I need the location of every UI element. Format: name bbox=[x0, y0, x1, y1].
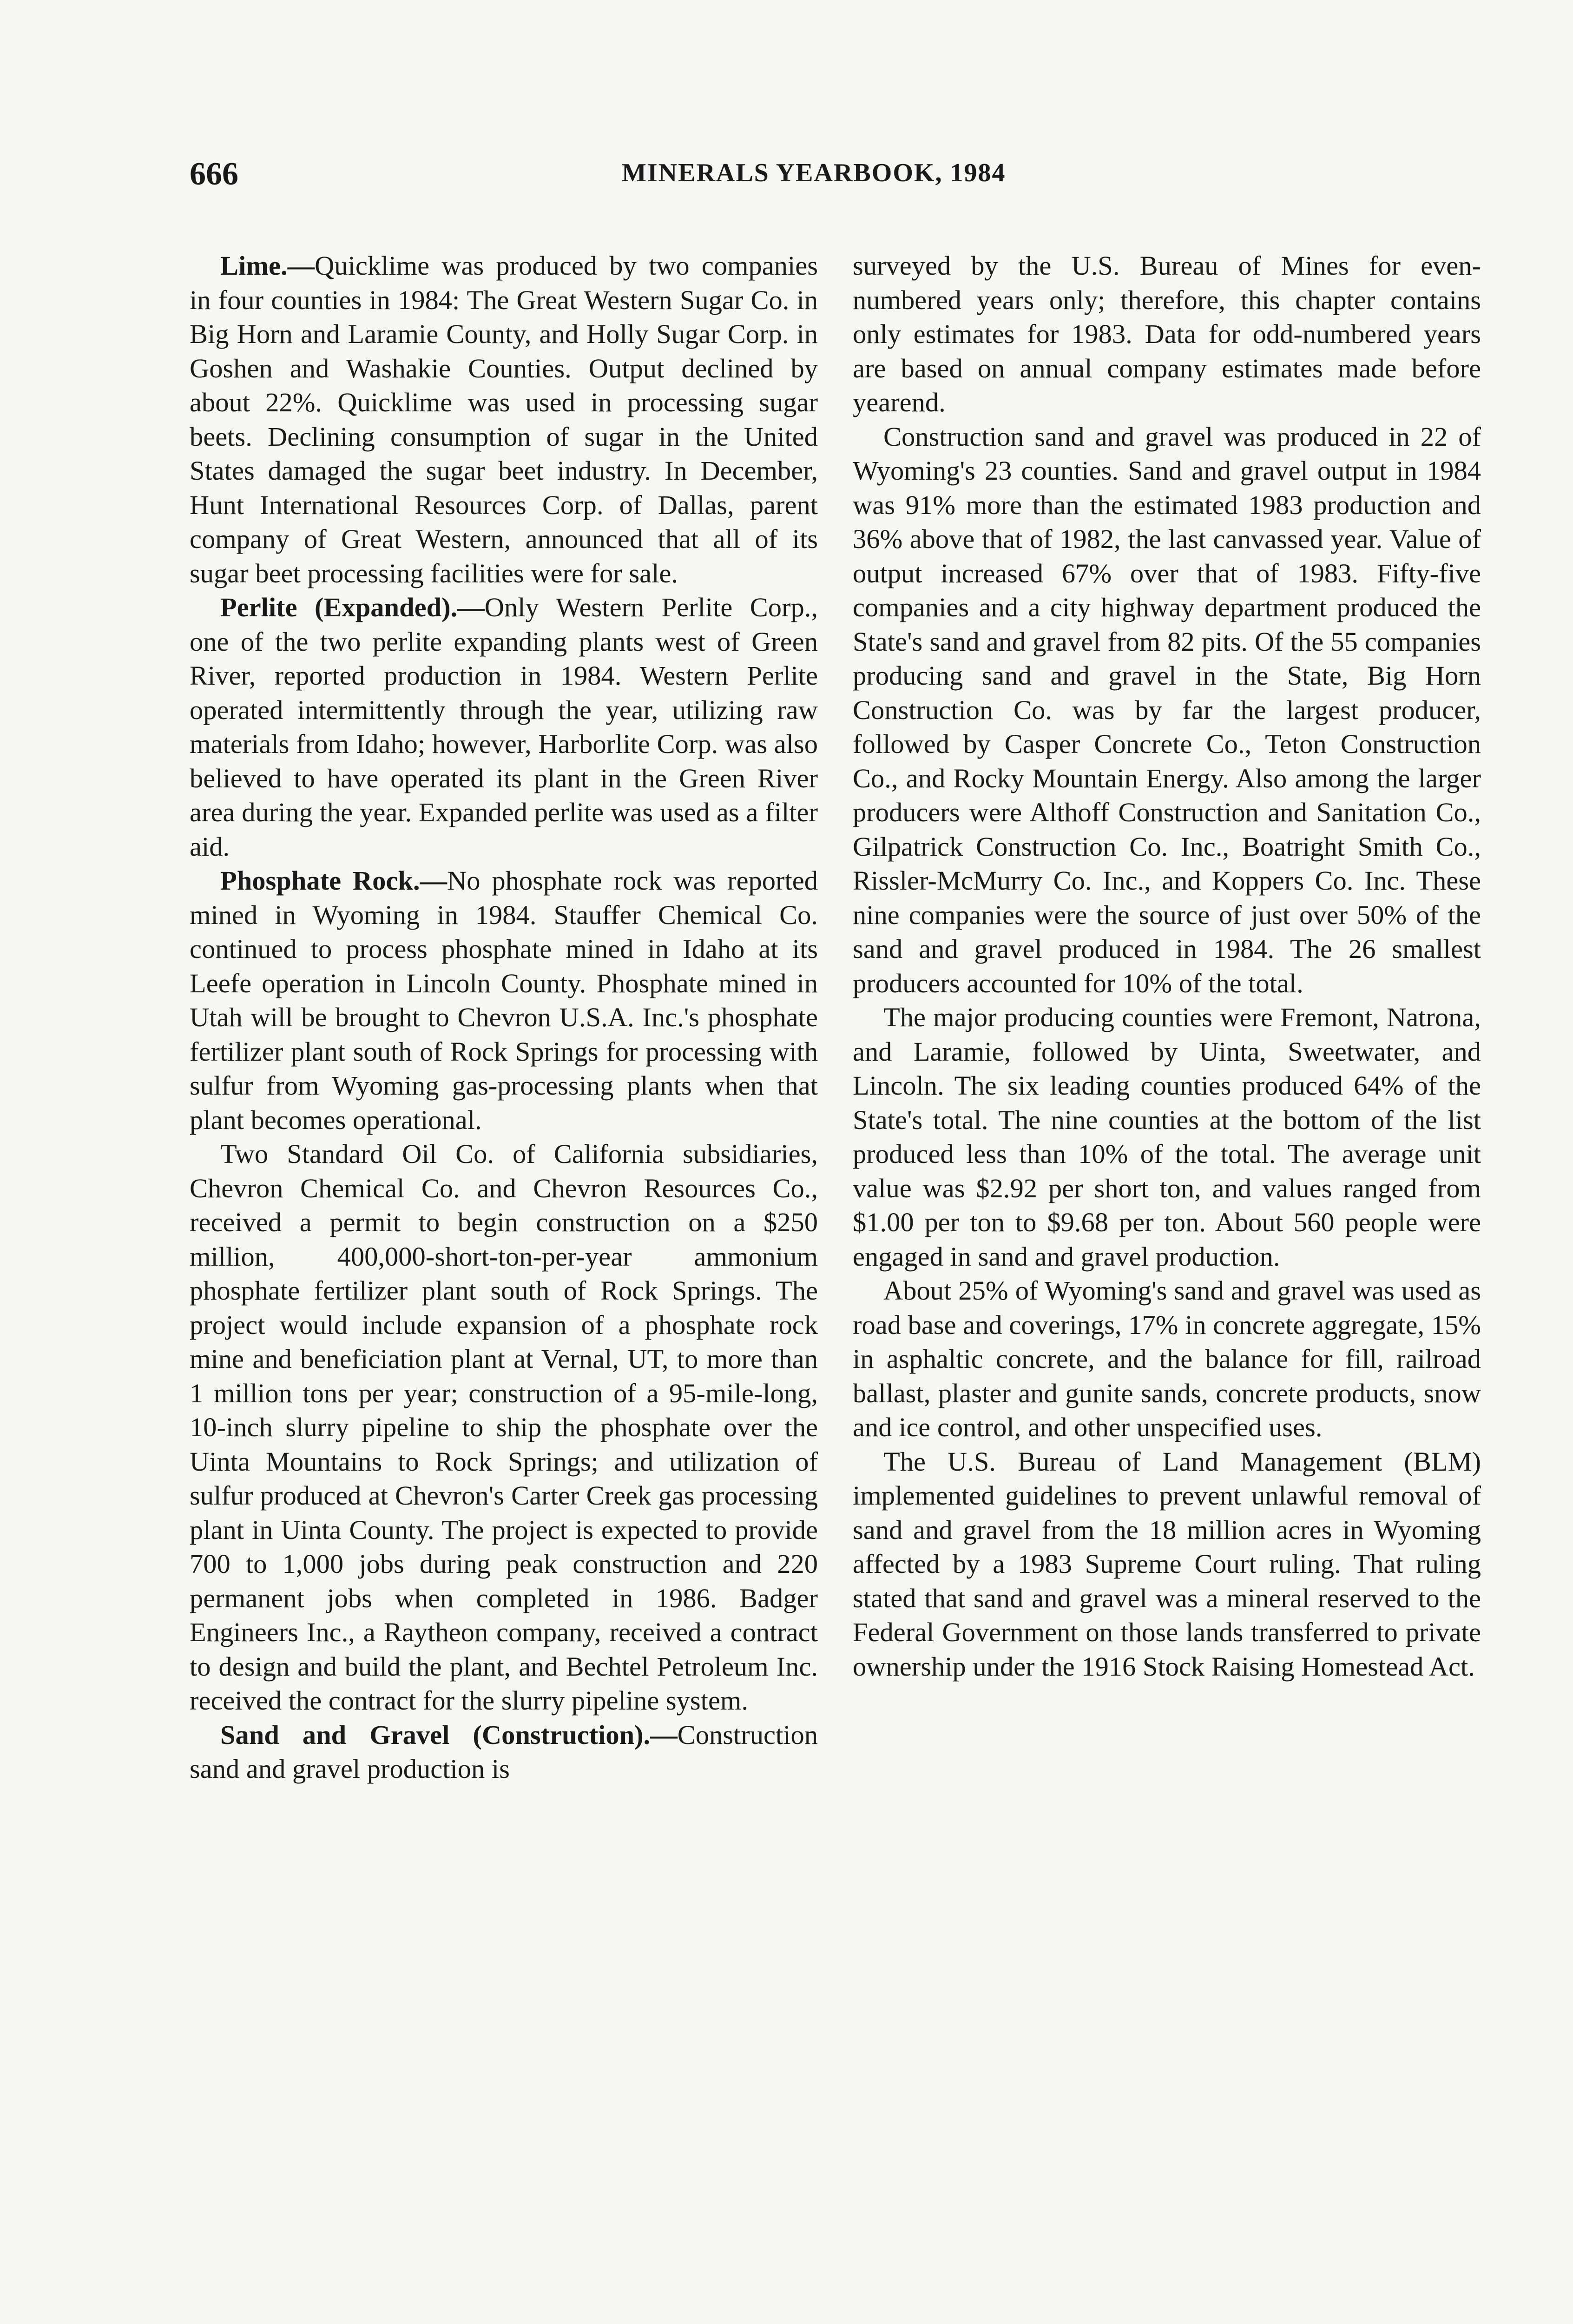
paragraph-text: About 25% of Wyoming's sand and gravel was used as road base and coverings, 17% in concrete aggregate, 15% in asphaltic concrete, and the balance for fill, railroad ballast, plaster and gunite sands, concrete products, snow and ice control, and other unspecified uses. bbox=[853, 1275, 1481, 1442]
section-heading-lime: Lime.— bbox=[220, 251, 315, 281]
paragraph-text: Quicklime was produced by two companies in four counties in 1984: The Great Western Sugar Co. in Big Horn and Laramie County, and Holly Sugar Corp. in Goshen and Washakie Counties. Output declined by about 22%. Quicklime was used in processing sugar beets. Declining consumption of sugar in the United States damaged the sugar beet industry. In December, Hunt International Resources Corp. of Dallas, parent company of Great Western, announced that all of its sugar beet processing facilities were for sale. bbox=[190, 251, 818, 588]
paragraph-counties bbox=[853, 1000, 1481, 1274]
paragraph-text: Construction sand and gravel production is bbox=[190, 1719, 818, 1784]
page-header bbox=[190, 156, 1099, 198]
paragraph-text: Two Standard Oil Co. of California subsidiaries, Chevron Chemical Co. and Chevron Resources Co., received a permit to begin construction on a $250 million, 400,000-short-ton-per-year ammonium phosphate fertilizer plant south of Rock Springs. The project would include expansion of a phosphate rock mine and beneficiation plant at Vernal, UT, to more than 1 million tons per year; construction of a 95-mile-long, 10-inch slurry pipeline to ship the phosphate over the Uinta Mountains to Rock Springs; and utilization of sulfur produced at Chevron's Carter Creek gas processing plant in Uinta County. The project is expected to provide 700 to 1,000 jobs during peak construction and 220 permanent jobs when completed in 1986. Badger Engineers Inc., a Raytheon company, received a contract to design and build the plant, and Bechtel Petroleum Inc. received the contract for the slurry pipeline system. bbox=[190, 1139, 818, 1716]
paragraph-sand-gravel bbox=[190, 1718, 818, 1786]
page-number: 666 bbox=[190, 156, 238, 192]
paragraph-text: The major producing counties were Fremont, Natrona, and Laramie, followed by Uinta, Sweetwater, and Lincoln. The six leading counties produced 64% of the State's total. The nine counties at the bottom of the list produced less than 10% of the total. The average unit value was $2.92 per short ton, and values ranged from $1.00 per ton to $9.68 per ton. About 560 people were engaged in sand and gravel production. bbox=[853, 1002, 1481, 1272]
paragraph-text: Only Western Perlite Corp., one of the two perlite expanding plants west of Green River, reported production in 1984. Western Perlite operated intermittently through the year, utilizing raw materials from Idaho; however, Harborlite Corp. was also believed to have operated its plant in the Green River area during the year. Expanded perlite was used as a filter aid. bbox=[190, 592, 818, 862]
paragraph-blm bbox=[853, 1445, 1481, 1684]
section-heading-phosphate-rock: Phosphate Rock.— bbox=[220, 865, 448, 896]
paragraph-text: surveyed by the U.S. Bureau of Mines for even-numbered years only; therefore, this chapter contains only estimates for 1983. Data for odd-numbered years are based on annual company estimates made before yearend. bbox=[853, 251, 1481, 417]
paragraph-perlite bbox=[190, 590, 818, 864]
paragraph-continued bbox=[853, 249, 1481, 420]
right-column bbox=[853, 249, 1481, 1684]
left-column bbox=[190, 249, 818, 1786]
paragraph-text: Construction sand and gravel was produced in 22 of Wyoming's 23 counties. Sand and gravel output in 1984 was 91% more than the estimated 1983 production and 36% above that of 1982, the last canvassed year. Value of output increased 67% over that of 1983. Fifty-five companies and a city highway department produced the State's sand and gravel from 82 pits. Of the 55 companies producing sand and gravel in the State, Big Horn Construction Co. was by far the largest producer, followed by Casper Concrete Co., Teton Construction Co., and Rocky Mountain Energy. Also among the larger producers were Althoff Construction and Sanitation Co., Gilpatrick Construction Co. Inc., Boatright Smith Co., Rissler-McMurry Co. Inc., and Koppers Co. Inc. These nine companies were the source of just over 50% of the sand and gravel produced in 1984. The 26 smallest producers accounted for 10% of the total. bbox=[853, 421, 1481, 998]
paragraph-text: The U.S. Bureau of Land Management (BLM) implemented guidelines to prevent unlawful removal of sand and gravel from the 18 million acres in Wyoming affected by a 1983 Supreme Court ruling. That ruling stated that sand and gravel was a mineral reserved to the Federal Government on those lands transferred to private ownership under the 1916 Stock Raising Homestead Act. bbox=[853, 1446, 1481, 1682]
paragraph-text: No phosphate rock was reported mined in Wyoming in 1984. Stauffer Chemical Co. continued to process phosphate mined in Idaho at its Leefe operation in Lincoln County. Phosphate mined in Utah will be brought to Chevron U.S.A. Inc.'s phosphate fertilizer plant south of Rock Springs for processing with sulfur from Wyoming gas-processing plants when that plant becomes operational. bbox=[190, 865, 818, 1135]
paragraph-lime bbox=[190, 249, 818, 590]
paragraph-production bbox=[853, 420, 1481, 1001]
section-heading-sand-gravel: Sand and Gravel (Construction).— bbox=[220, 1719, 678, 1750]
paragraph-uses bbox=[853, 1274, 1481, 1445]
section-heading-perlite: Perlite (Expanded).— bbox=[220, 592, 485, 622]
paragraph-chevron-project bbox=[190, 1137, 818, 1718]
paragraph-phosphate-rock bbox=[190, 864, 818, 1137]
running-head: MINERALS YEARBOOK, 1984 bbox=[622, 158, 1006, 187]
